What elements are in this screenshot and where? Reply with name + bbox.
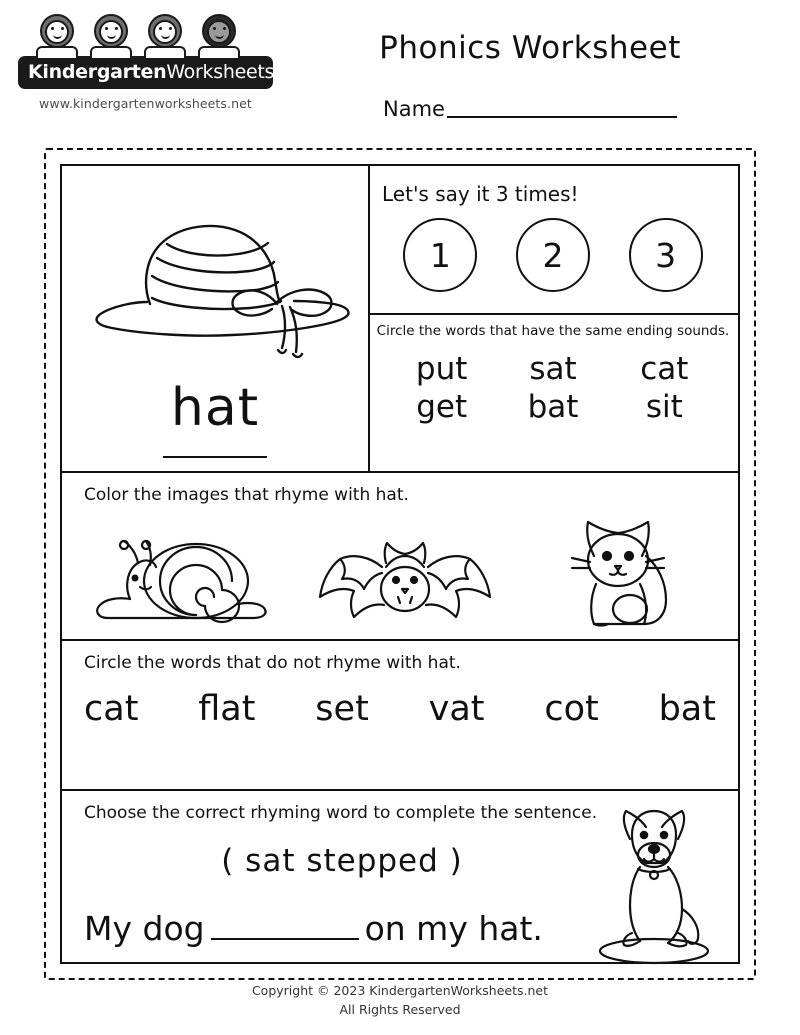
hat-image [72, 194, 358, 369]
word-option[interactable]: sit [645, 389, 683, 425]
sentence-choices[interactable]: ( sat stepped ) [221, 843, 463, 879]
word-option[interactable]: bat [658, 689, 716, 729]
word-option[interactable]: vat [428, 689, 485, 729]
sentence-line [84, 909, 543, 948]
name-label: Name [383, 97, 445, 121]
say-it-instruction: Let's say it 3 times! [382, 182, 579, 206]
site-url: www.kindergartenworksheets.net [39, 96, 252, 111]
word-option[interactable]: cot [544, 689, 599, 729]
page-header [0, 0, 800, 140]
dog-icon [584, 805, 724, 970]
row-not-rhyme [62, 641, 738, 789]
ending-sounds-instruction: Circle the words that have the same ending sounds. [376, 323, 730, 339]
row-featured-word [62, 166, 738, 471]
word-option[interactable]: cat [84, 689, 139, 729]
ending-sounds-panel [368, 313, 738, 471]
word-option[interactable]: get [416, 389, 468, 425]
row-color-images [62, 473, 738, 639]
count-circle[interactable]: 2 [516, 218, 590, 292]
word-option[interactable]: sat [529, 351, 577, 387]
hat-panel [62, 166, 368, 471]
count-circle[interactable]: 1 [403, 218, 477, 292]
site-logo[interactable] [18, 14, 311, 111]
page-title: Phonics Worksheet [379, 30, 681, 66]
color-images-row [72, 513, 728, 633]
name-field-row [280, 97, 780, 121]
rights-text: All Rights Reserved [339, 1001, 461, 1017]
copyright-text: Copyright © 2023 KindergartenWorksheets.net [251, 983, 549, 998]
count-circle[interactable]: 3 [629, 218, 703, 292]
word-option[interactable]: set [315, 689, 369, 729]
logo-word-tld: .net [274, 61, 311, 83]
snail-icon[interactable] [88, 523, 278, 633]
color-images-instruction: Color the images that rhyme with hat. [84, 485, 409, 505]
sentence-instruction: Choose the correct rhyming word to complete the sentence. [84, 803, 598, 823]
bat-icon[interactable] [310, 523, 500, 633]
worksheet-dashed-border [44, 148, 756, 980]
row-sentence [62, 791, 738, 962]
logo-word-kindergarten: Kindergarten [28, 61, 167, 83]
logo-wordmark [18, 56, 311, 89]
featured-word: hat [170, 378, 260, 438]
word-option[interactable]: put [415, 351, 468, 387]
count-circles [368, 218, 738, 292]
not-rhyme-words [84, 689, 716, 729]
sentence-start: My dog [84, 909, 205, 948]
sentence-answer-blank[interactable] [211, 918, 359, 940]
page-footer [0, 982, 800, 1020]
featured-word-underline [163, 456, 267, 458]
word-option[interactable]: bat [527, 389, 579, 425]
not-rhyme-instruction: Circle the words that do not rhyme with hat. [84, 653, 461, 673]
sentence-end: on my hat. [364, 909, 543, 948]
say-it-panel [368, 166, 738, 313]
logo-word-worksheets: Worksheets [166, 61, 275, 83]
cat-icon[interactable] [532, 508, 712, 633]
worksheet-body [60, 164, 740, 964]
name-input-blank[interactable] [447, 98, 677, 118]
word-option[interactable]: flat [198, 689, 256, 729]
kids-illustration-icon [34, 14, 262, 58]
ending-sounds-words [386, 351, 720, 425]
word-option[interactable]: cat [640, 351, 689, 387]
